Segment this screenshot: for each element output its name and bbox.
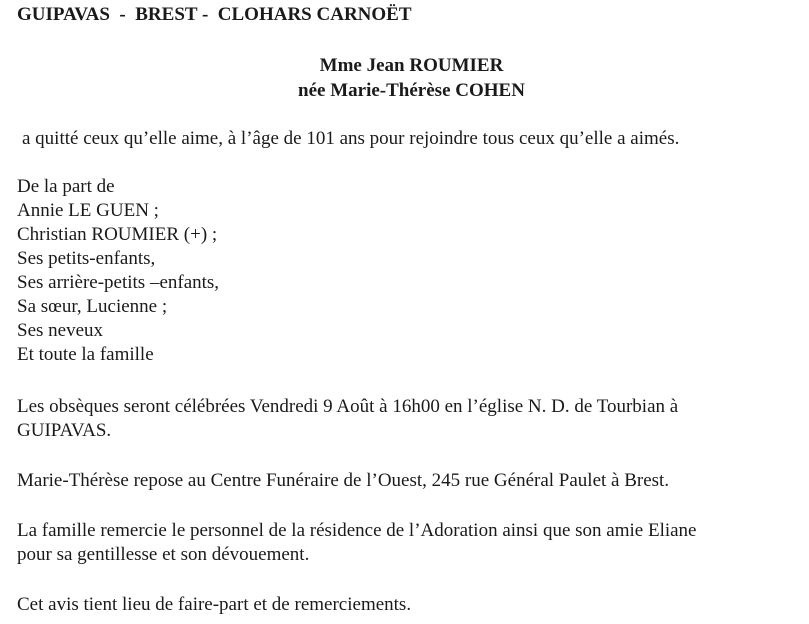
family-line: Annie LE GUEN ;	[17, 200, 159, 221]
family-line: Ses neveux	[17, 320, 104, 341]
thanks-line: pour sa gentillesse et son dévouement.	[17, 544, 310, 565]
deceased-name: Mme Jean ROUMIER	[319, 55, 504, 76]
family-line: Ses arrière-petits –enfants,	[17, 272, 220, 293]
family-line: Ses petits-enfants,	[17, 248, 156, 269]
repose-line: Marie-Thérèse repose au Centre Funéraire de l’Ouest, 245 rue Général Paulet à Brest.	[17, 470, 670, 491]
family-line: Christian ROUMIER (+) ;	[17, 224, 218, 245]
funeral-line: GUIPAVAS.	[17, 420, 112, 441]
funeral-line: Les obsèques seront célébrées Vendredi 9 Août à 16h00 en l’église N. D. de Tourbian à	[17, 396, 679, 417]
family-line: De la part de	[17, 176, 115, 197]
closing-line: Cet avis tient lieu de faire-part et de remerciements.	[17, 594, 412, 615]
deceased-title	[0, 53, 809, 103]
family-line: Et toute la famille	[17, 344, 154, 365]
family-line: Sa sœur, Lucienne ;	[17, 296, 168, 317]
thanks-line: La famille remercie le personnel de la résidence de l’Adoration ainsi que son amie Eliane	[17, 520, 697, 541]
intro-sentence: a quitté ceux qu’elle aime, à l’âge de 101 ans pour rejoindre tous ceux qu’elle a aimés.	[22, 128, 680, 149]
locations-header: GUIPAVAS - BREST - CLOHARS CARNOËT	[17, 4, 412, 25]
deceased-birth-name: née Marie-Thérèse COHEN	[298, 80, 525, 101]
